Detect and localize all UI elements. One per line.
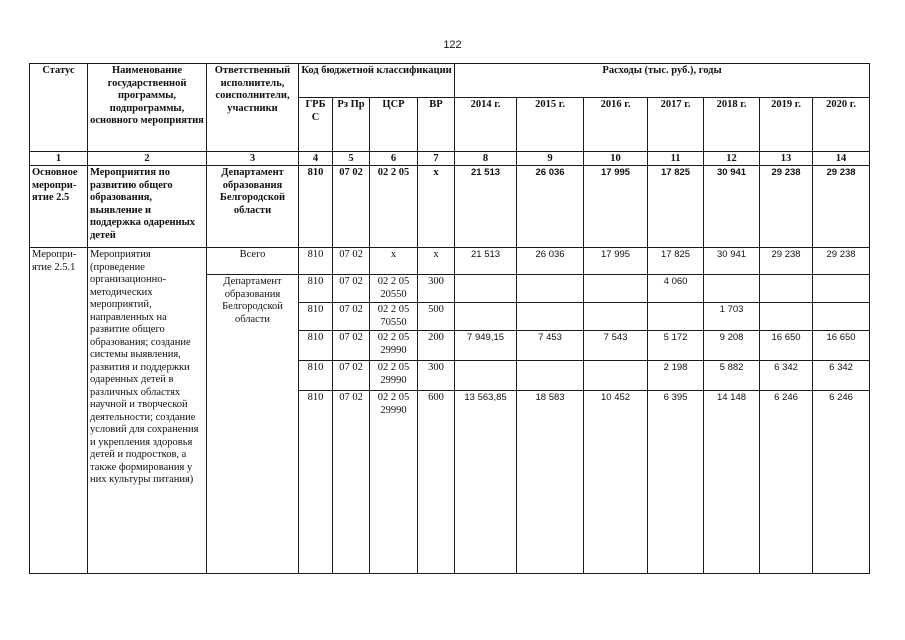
main-rzpr: 07 02	[333, 166, 370, 248]
value-cell	[584, 275, 648, 303]
value-cell	[813, 275, 870, 303]
value-cell	[760, 303, 813, 331]
header-year: 2019 г.	[760, 98, 813, 152]
column-number: 6	[370, 152, 418, 166]
column-number: 8	[455, 152, 517, 166]
sub-row-total	[30, 248, 870, 275]
grbs-cell: 810	[299, 303, 333, 331]
vr-cell: 500	[418, 303, 455, 331]
column-number: 3	[207, 152, 299, 166]
value-cell: 21 513	[455, 248, 517, 275]
value-cell: 6 342	[813, 361, 870, 391]
header-year: 2017 г.	[648, 98, 704, 152]
vr-cell: 300	[418, 361, 455, 391]
value-cell: 6 342	[760, 361, 813, 391]
column-number: 1	[30, 152, 88, 166]
value-cell	[517, 275, 584, 303]
rzpr-cell: 07 02	[333, 331, 370, 361]
column-number: 4	[299, 152, 333, 166]
value-cell: 16 650	[813, 331, 870, 361]
main-name: Мероприятия по развитию общего образования, выявление и поддержка одаренных детей	[88, 166, 207, 248]
header-name: Наименование государственной программы, подпрограммы, основного мероприятия	[88, 64, 207, 152]
header-year: 2020 г.	[813, 98, 870, 152]
value-cell: 14 148	[704, 391, 760, 574]
column-number: 10	[584, 152, 648, 166]
column-number: 2	[88, 152, 207, 166]
column-number: 9	[517, 152, 584, 166]
main-value-2017: 17 825	[648, 166, 704, 248]
main-csr: 02 2 05	[370, 166, 418, 248]
column-number: 7	[418, 152, 455, 166]
main-value-2014: 21 513	[455, 166, 517, 248]
vr-cell: 300	[418, 275, 455, 303]
column-numbers-row	[30, 152, 870, 166]
header-grbs: ГРБ С	[299, 98, 333, 152]
value-cell: 9 208	[704, 331, 760, 361]
grbs-cell: 810	[299, 361, 333, 391]
header-status: Статус	[30, 64, 88, 152]
rzpr-cell: 07 02	[333, 391, 370, 574]
value-cell	[648, 303, 704, 331]
sub-responsible: Департамент образования Белгородской области	[207, 275, 299, 574]
value-cell: 18 583	[517, 391, 584, 574]
rzpr-cell: 07 02	[333, 303, 370, 331]
value-cell: 6 246	[813, 391, 870, 574]
header-csr: ЦСР	[370, 98, 418, 152]
value-cell: 6 246	[760, 391, 813, 574]
header-responsible: Ответственный исполнитель, соисполнители, участники	[207, 64, 299, 152]
header-year: 2014 г.	[455, 98, 517, 152]
main-status: Основное меропри-ятие 2.5	[30, 166, 88, 248]
value-cell: 5 172	[648, 331, 704, 361]
value-cell: 29 238	[813, 248, 870, 275]
csr-cell: 02 2 05 29990	[370, 391, 418, 574]
value-cell: 4 060	[648, 275, 704, 303]
column-number: 11	[648, 152, 704, 166]
main-value-2018: 30 941	[704, 166, 760, 248]
main-value-2020: 29 238	[813, 166, 870, 248]
value-cell: 7 949,15	[455, 331, 517, 361]
header-year: 2015 г.	[517, 98, 584, 152]
header-year: 2018 г.	[704, 98, 760, 152]
vr-cell: х	[418, 248, 455, 275]
page-number: 122	[443, 39, 462, 51]
value-cell: 5 882	[704, 361, 760, 391]
value-cell: 6 395	[648, 391, 704, 574]
value-cell	[704, 275, 760, 303]
value-cell: 17 825	[648, 248, 704, 275]
budget-table	[29, 63, 870, 574]
csr-cell: 02 2 05 20550	[370, 275, 418, 303]
main-value-2019: 29 238	[760, 166, 813, 248]
vr-cell: 600	[418, 391, 455, 574]
rzpr-cell: 07 02	[333, 248, 370, 275]
main-value-2016: 17 995	[584, 166, 648, 248]
header-expenses: Расходы (тыс. руб.), годы	[455, 64, 870, 98]
rzpr-cell: 07 02	[333, 275, 370, 303]
sub-total-label: Всего	[207, 248, 299, 275]
csr-cell: 02 2 05 29990	[370, 331, 418, 361]
value-cell: 16 650	[760, 331, 813, 361]
value-cell	[813, 303, 870, 331]
header-budget-code: Код бюджетной классификации	[299, 64, 455, 98]
value-cell: 26 036	[517, 248, 584, 275]
sub-name: Мероприятия (проведение организационно-методических мероприятий, направленных на развитие общего образования; создание системы выявления, развития и поддержки одаренных детей в различных областях научной и творческой деятельности; создание условий для сохранения и укрепления здоровья детей и подростков, а также формирования у них культуры питания)	[88, 248, 207, 574]
column-number: 12	[704, 152, 760, 166]
main-responsible: Департамент образования Белгородской области	[207, 166, 299, 248]
grbs-cell: 810	[299, 391, 333, 574]
value-cell	[584, 303, 648, 331]
column-number: 5	[333, 152, 370, 166]
grbs-cell: 810	[299, 275, 333, 303]
value-cell: 2 198	[648, 361, 704, 391]
csr-cell: 02 2 05 29990	[370, 361, 418, 391]
value-cell	[455, 303, 517, 331]
value-cell	[517, 361, 584, 391]
main-value-2015: 26 036	[517, 166, 584, 248]
value-cell: 13 563,85	[455, 391, 517, 574]
header-year: 2016 г.	[584, 98, 648, 152]
main-vr: х	[418, 166, 455, 248]
value-cell	[584, 361, 648, 391]
main-activity-row	[30, 166, 870, 248]
column-number: 14	[813, 152, 870, 166]
header-vr: ВР	[418, 98, 455, 152]
value-cell: 1 703	[704, 303, 760, 331]
header-rzpr: Рз Пр	[333, 98, 370, 152]
csr-cell: 02 2 05 70550	[370, 303, 418, 331]
value-cell	[760, 275, 813, 303]
value-cell: 17 995	[584, 248, 648, 275]
value-cell	[517, 303, 584, 331]
column-number: 13	[760, 152, 813, 166]
csr-cell: х	[370, 248, 418, 275]
value-cell: 10 452	[584, 391, 648, 574]
vr-cell: 200	[418, 331, 455, 361]
value-cell: 30 941	[704, 248, 760, 275]
grbs-cell: 810	[299, 331, 333, 361]
main-grbs: 810	[299, 166, 333, 248]
value-cell: 7 543	[584, 331, 648, 361]
value-cell	[455, 361, 517, 391]
sub-status: Меропри-ятие 2.5.1	[30, 248, 88, 574]
value-cell	[455, 275, 517, 303]
value-cell: 29 238	[760, 248, 813, 275]
rzpr-cell: 07 02	[333, 361, 370, 391]
grbs-cell: 810	[299, 248, 333, 275]
value-cell: 7 453	[517, 331, 584, 361]
